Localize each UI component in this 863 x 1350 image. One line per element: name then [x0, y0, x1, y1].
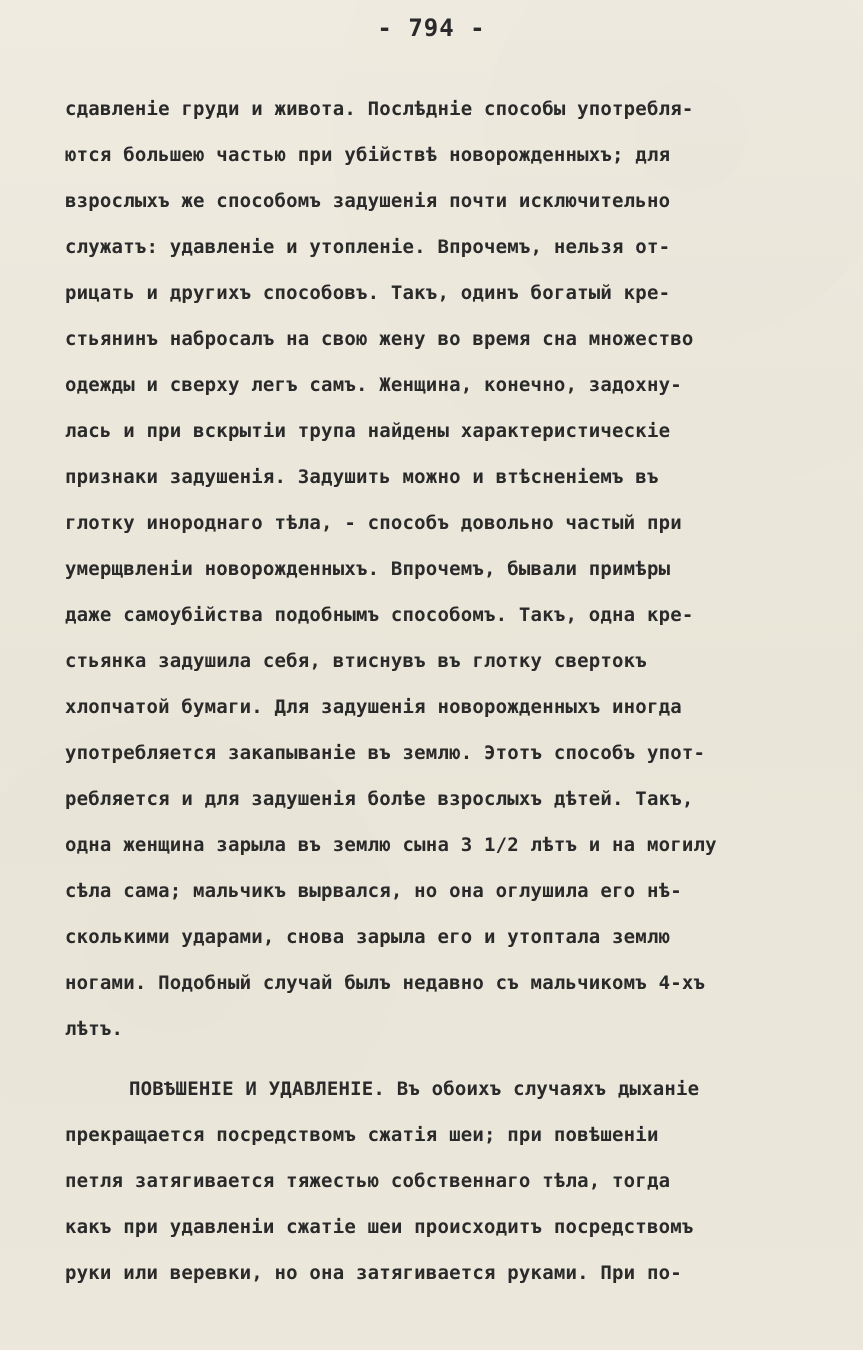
text-line: признаки задушенія. Задушить можно и втѣсненіемъ въ [65, 466, 659, 488]
text-line: стьянка задушила себя, втиснувъ въ глотку свертокъ [65, 650, 647, 672]
text-line: сѣла сама; мальчикъ вырвался, но она оглушила его нѣ- [65, 880, 682, 902]
section-heading-line: ПОВѢШЕНІЕ И УДАВЛЕНІЕ. Въ обоихъ случаяхъ дыханіе [129, 1078, 700, 1100]
text-line: одна женщина зарыла въ землю сына 3 1/2 лѣтъ и на могилу [65, 834, 717, 856]
text-line: одежды и сверху легъ самъ. Женщина, конечно, задохну- [65, 374, 682, 396]
text-line: лѣтъ. [65, 1018, 124, 1040]
text-line: ются большею частью при убійствѣ новорожденныхъ; для [65, 144, 671, 166]
text-line: умерщвленіи новорожденныхъ. Впрочемъ, бывали примѣры [65, 558, 671, 580]
text-line: употребляется закапываніе въ землю. Этотъ способъ упот- [65, 742, 706, 764]
text-line: взрослыхъ же способомъ задушенія почти исключительно [65, 190, 671, 212]
text-line: сдавленіе груди и живота. Послѣдніе способы употребля- [65, 98, 694, 120]
page-number: - 794 - [377, 14, 486, 42]
text-line: рицать и другихъ способовъ. Такъ, одинъ богатый кре- [65, 282, 671, 304]
text-line: глотку инороднаго тѣла, - способъ довольно частый при [65, 512, 682, 534]
text-line: сколькими ударами, снова зарыла его и утоптала землю [65, 926, 671, 948]
text-line: стьянинъ набросалъ на свою жену во время сна множество [65, 328, 694, 350]
text-line: какъ при удавленіи сжатіе шеи происходитъ посредствомъ [65, 1216, 694, 1238]
document-body [65, 86, 825, 1296]
text-line: петля затягивается тяжестью собственнаго тѣла, тогда [65, 1170, 671, 1192]
text-line: даже самоубійства подобнымъ способомъ. Такъ, одна кре- [65, 604, 694, 626]
text-line: ногами. Подобный случай былъ недавно съ мальчикомъ 4-хъ [65, 972, 706, 994]
text-line: хлопчатой бумаги. Для задушенія новорожденныхъ иногда [65, 696, 682, 718]
text-line: служатъ: удавленіе и утопленіе. Впрочемъ, нельзя от- [65, 236, 671, 258]
text-line: лась и при вскрытіи трупа найдены характеристическіе [65, 420, 671, 442]
text-line: прекращается посредствомъ сжатія шеи; при повѣшеніи [65, 1124, 659, 1146]
text-line: руки или веревки, но она затягивается руками. При по- [65, 1262, 682, 1284]
text-line: ребляется и для задушенія болѣе взрослыхъ дѣтей. Такъ, [65, 788, 694, 810]
